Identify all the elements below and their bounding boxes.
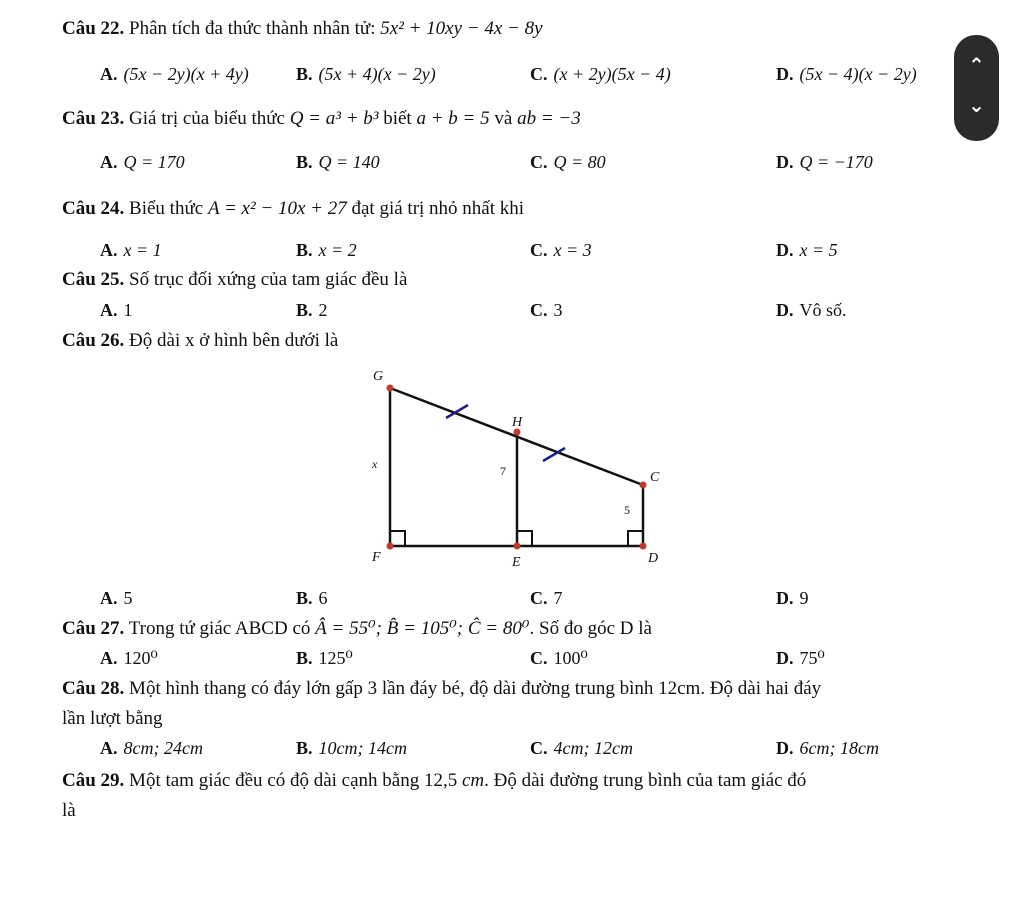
label-x: x	[372, 457, 378, 471]
answer-27-d: D. 75⁰	[776, 648, 825, 668]
answer-23-c: C. Q = 80	[530, 152, 606, 172]
answer-27-a: A. 120⁰	[100, 648, 158, 668]
question-25: Câu 25. Số trục đối xứng của tam giác đều là	[62, 269, 408, 290]
question-28-line2: lần lượt bằng	[62, 708, 163, 729]
trapezoid-figure	[360, 360, 680, 580]
chevron-up-icon[interactable]: ⌃	[968, 53, 985, 77]
question-29: Câu 29. Một tam giác đều có độ dài cạnh bằng 12,5 cm. Độ dài đường trung bình của tam giác đó	[62, 770, 807, 791]
question-24: Câu 24. Biểu thức A = x² − 10x + 27 đạt giá trị nhỏ nhất khi	[62, 198, 525, 219]
label-five: 5	[624, 503, 630, 517]
point-c	[640, 482, 647, 489]
label-c: C	[650, 470, 660, 485]
answer-28-c: C. 4cm; 12cm	[530, 738, 633, 758]
answer-28-a: A. 8cm; 24cm	[100, 738, 203, 758]
answer-24-c: C. x = 3	[530, 240, 592, 260]
answer-26-b: B. 6	[296, 588, 328, 608]
label-f: F	[372, 550, 381, 565]
point-f	[387, 543, 394, 550]
answer-25-b: B. 2	[296, 300, 328, 320]
answer-24-d: D. x = 5	[776, 240, 838, 260]
answer-26-c: C. 7	[530, 588, 563, 608]
question-22: Câu 22. Phân tích đa thức thành nhân tử: 5x² + 10xy − 4x − 8y	[62, 18, 543, 39]
answer-23-b: B. Q = 140	[296, 152, 380, 172]
question-29-line2: là	[62, 800, 76, 821]
question-23: Câu 23. Giá trị của biểu thức Q = a³ + b³ biết a + b = 5 và ab = −3	[62, 108, 581, 129]
label-seven: 7	[500, 464, 506, 478]
question-28: Câu 28. Một hình thang có đáy lớn gấp 3 lần đáy bé, độ dài đường trung bình 12cm. Độ dài hai đáy	[62, 678, 822, 699]
answer-22-c: C. (x + 2y)(5x − 4)	[530, 64, 671, 84]
answer-23-d: D. Q = −170	[776, 152, 873, 172]
chevron-down-icon[interactable]: ⌄	[968, 93, 985, 117]
point-d	[640, 543, 647, 550]
question-27: Câu 27. Trong tứ giác ABCD có Â = 55⁰; B̂ = 105⁰; Ĉ = 80⁰. Số đo góc D là	[62, 618, 652, 639]
label-g: G	[373, 369, 384, 384]
answer-25-a: A. 1	[100, 300, 133, 320]
question-26: Câu 26. Độ dài x ở hình bên dưới là	[62, 330, 339, 351]
answer-25-c: C. 3	[530, 300, 563, 320]
label-e: E	[512, 555, 521, 570]
answer-22-a: A. (5x − 2y)(x + 4y)	[100, 64, 249, 84]
question-nav	[954, 35, 999, 141]
answer-22-d: D. (5x − 4)(x − 2y)	[776, 64, 917, 84]
answer-28-b: B. 10cm; 14cm	[296, 738, 407, 758]
answer-27-c: C. 100⁰	[530, 648, 588, 668]
answer-28-d: D. 6cm; 18cm	[776, 738, 879, 758]
answer-27-b: B. 125⁰	[296, 648, 353, 668]
point-g	[387, 385, 394, 392]
answer-24-a: A. x = 1	[100, 240, 162, 260]
answer-26-a: A. 5	[100, 588, 133, 608]
answer-22-b: B. (5x + 4)(x − 2y)	[296, 64, 436, 84]
answer-23-a: A. Q = 170	[100, 152, 185, 172]
answer-26-d: D. 9	[776, 588, 809, 608]
answer-25-d: D. Vô số.	[776, 300, 847, 320]
label-d: D	[648, 551, 659, 566]
point-e	[514, 543, 521, 550]
label-h: H	[512, 415, 523, 430]
answer-24-b: B. x = 2	[296, 240, 357, 260]
